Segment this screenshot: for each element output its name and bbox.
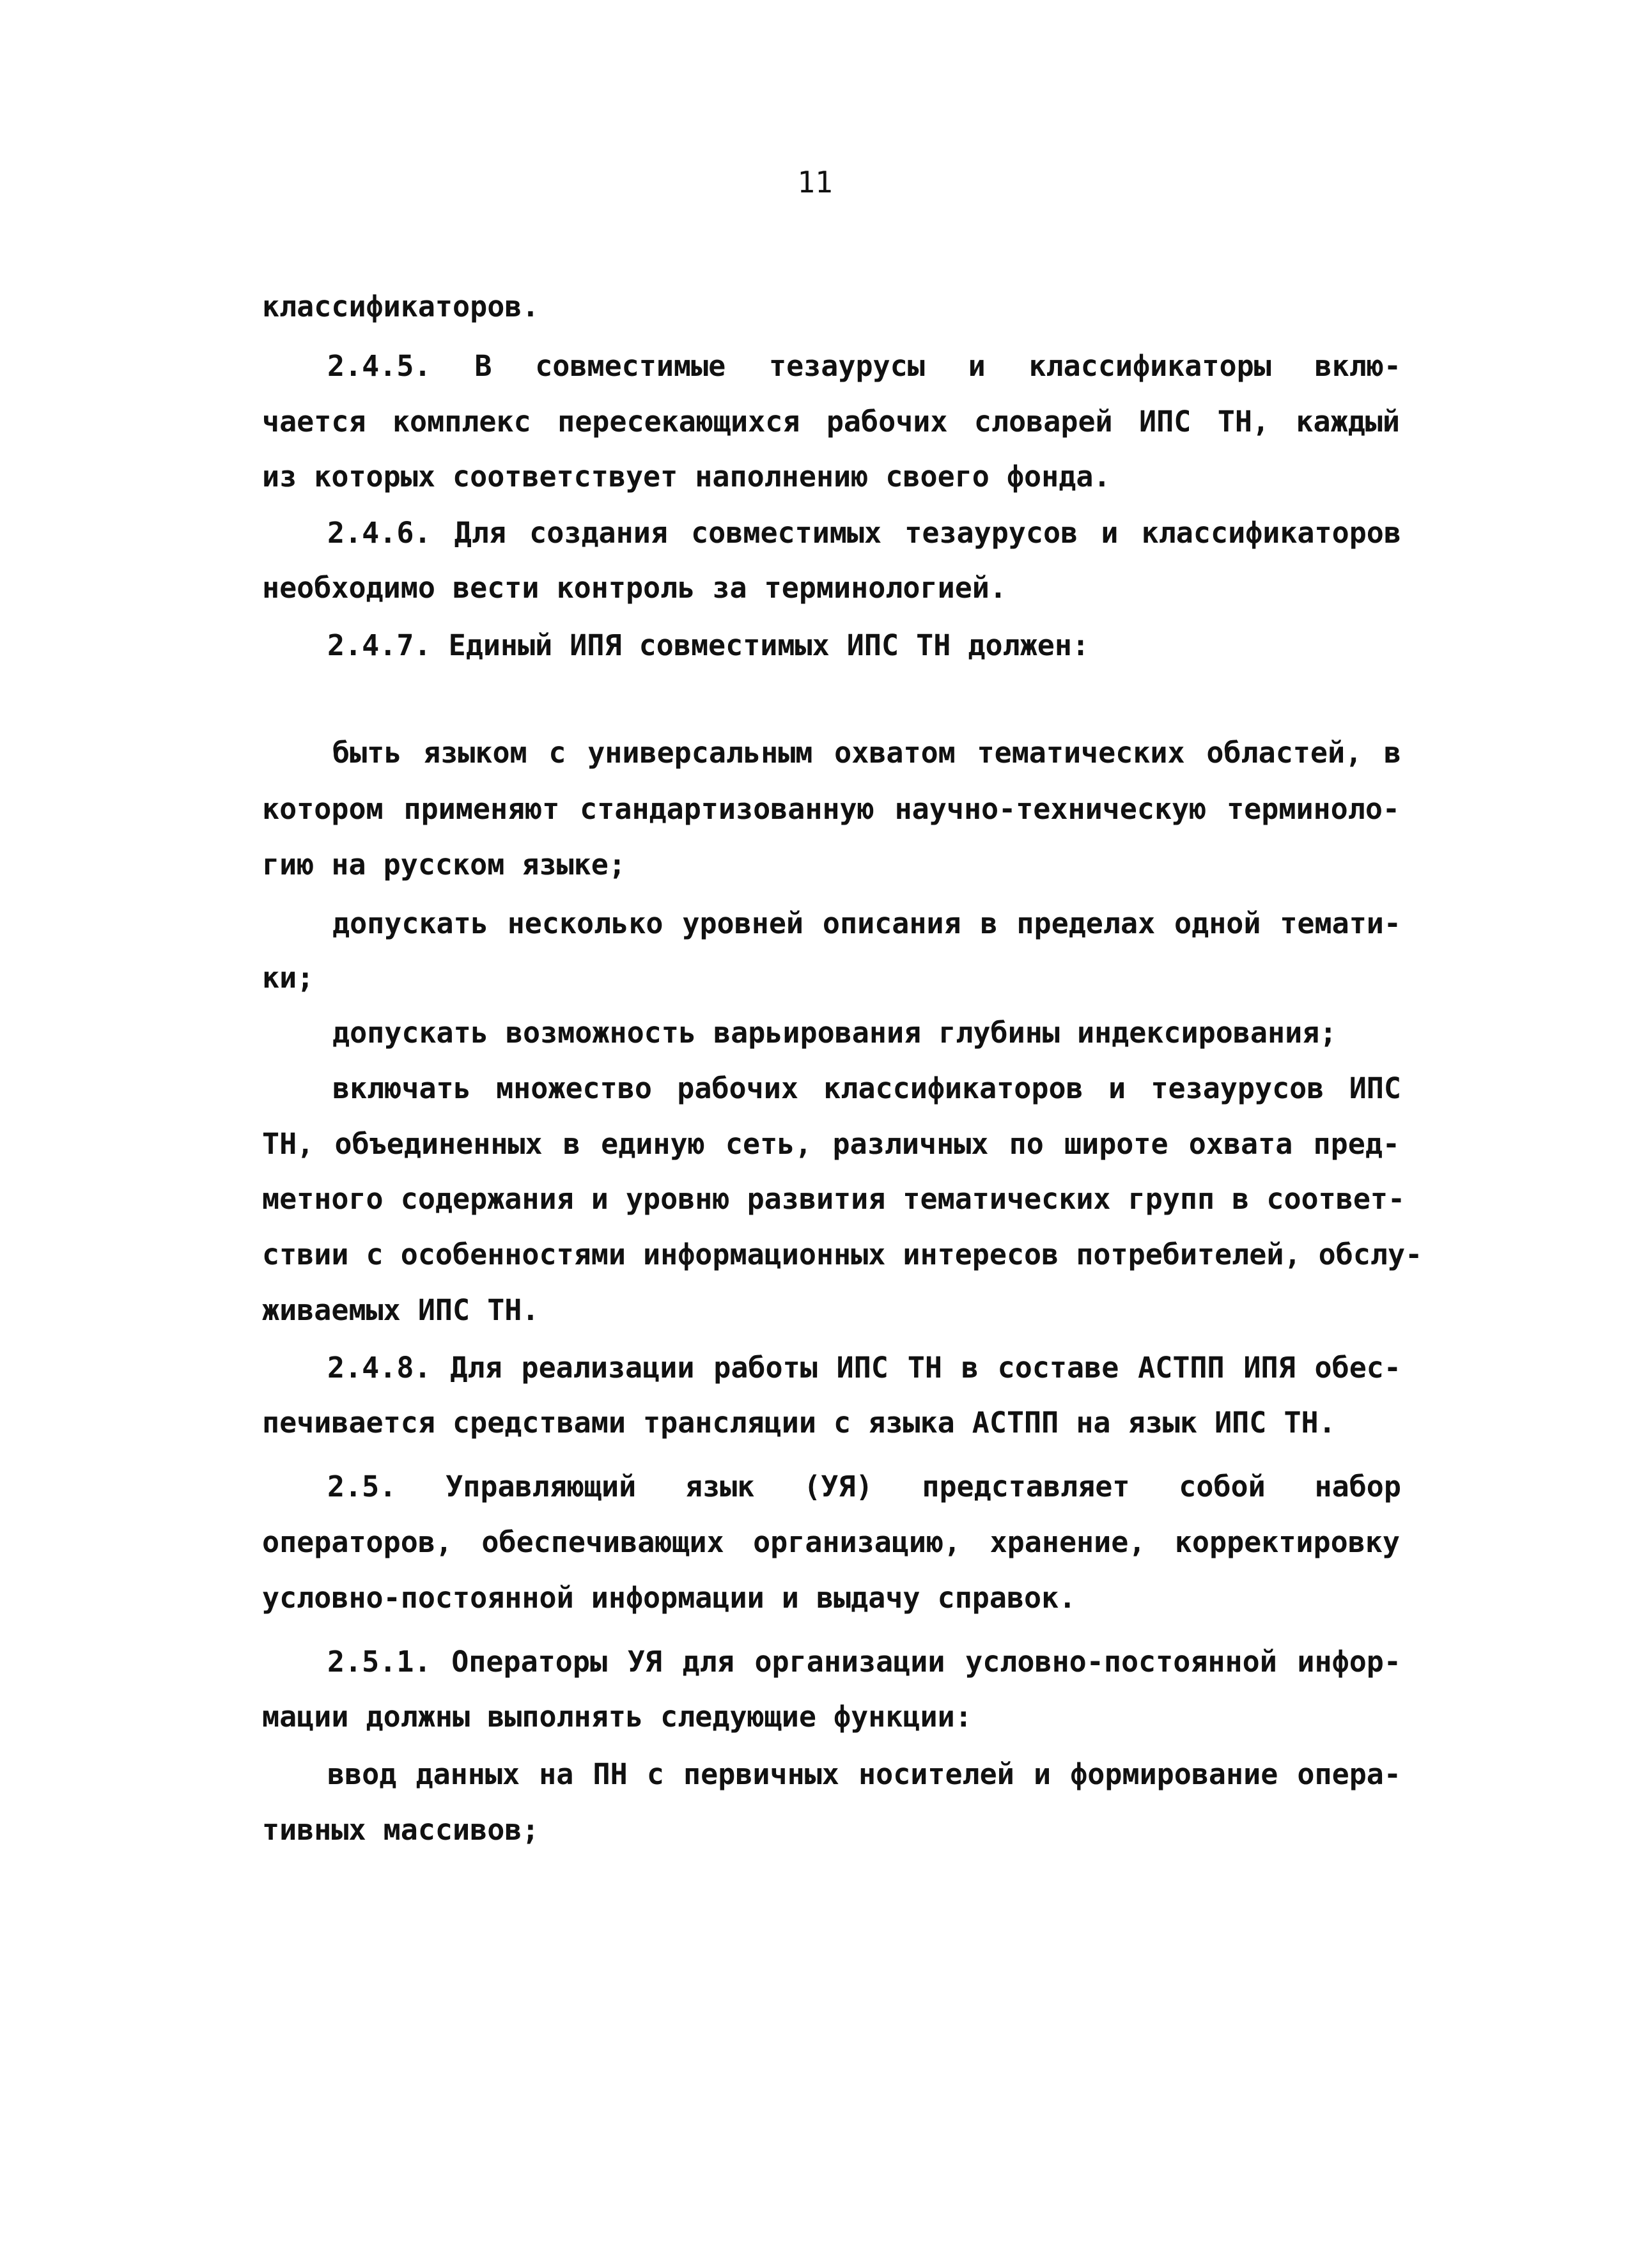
text-line: метного содержания и уровню развития тематических групп в соответ-: [262, 1182, 1406, 1216]
list-item: быть языком с универсальным охватом тематических областей, в: [332, 736, 1401, 770]
text-line: гию на русском языке;: [262, 848, 626, 882]
list-item: включать множество рабочих классификаторов и тезаурусов ИПС: [332, 1071, 1401, 1105]
text-line: из которых соответствует наполнению своего фонда.: [262, 460, 1111, 493]
list-item: допускать возможность варьирования глубины индексирования;: [332, 1016, 1337, 1050]
text-line: мации должны выполнять следующие функции:: [262, 1700, 972, 1734]
text-line: ствии с особенностями информационных интересов потребителей, обслу-: [262, 1238, 1423, 1271]
text-line: ки;: [262, 961, 314, 995]
text-line: операторов, обеспечивающих организацию, хранение, корректировку: [262, 1525, 1400, 1559]
text-line: классификаторов.: [262, 290, 539, 323]
page-number: 11: [797, 165, 833, 199]
text-line: ТН, объединенных в единую сеть, различных по широте охвата пред-: [262, 1127, 1400, 1161]
text-line: печивается средствами трансляции с языка АСТПП на язык ИПС ТН.: [262, 1406, 1336, 1440]
paragraph-2-4-7: 2.4.7. Единый ИПЯ совместимых ИПС ТН должен:: [327, 628, 1090, 662]
paragraph-2-4-6: 2.4.6. Для создания совместимых тезаурусов и классификаторов: [327, 516, 1401, 550]
text-line: тивных массивов;: [262, 1813, 539, 1847]
text-line: необходимо вести контроль за терминологией.: [262, 571, 1007, 605]
paragraph-2-5: 2.5. Управляющий язык (УЯ) представляет собой набор: [327, 1470, 1401, 1503]
list-item: ввод данных на ПН с первичных носителей и формирование опера-: [327, 1757, 1401, 1791]
paragraph-2-5-1: 2.5.1. Операторы УЯ для организации условно-постоянной инфор-: [327, 1645, 1401, 1679]
text-line: чается комплекс пересекающихся рабочих словарей ИПС ТН, каждый: [262, 405, 1400, 439]
text-line: живаемых ИПС ТН.: [262, 1293, 539, 1327]
paragraph-2-4-8: 2.4.8. Для реализации работы ИПС ТН в составе АСТПП ИПЯ обес-: [327, 1351, 1401, 1385]
text-line: котором применяют стандартизованную научно-техническую терминоло-: [262, 792, 1400, 826]
paragraph-2-4-5: 2.4.5. В совместимые тезаурусы и классификаторы вклю-: [327, 349, 1401, 383]
list-item: допускать несколько уровней описания в пределах одной темати-: [332, 906, 1401, 940]
text-line: условно-постоянной информации и выдачу справок.: [262, 1581, 1076, 1615]
